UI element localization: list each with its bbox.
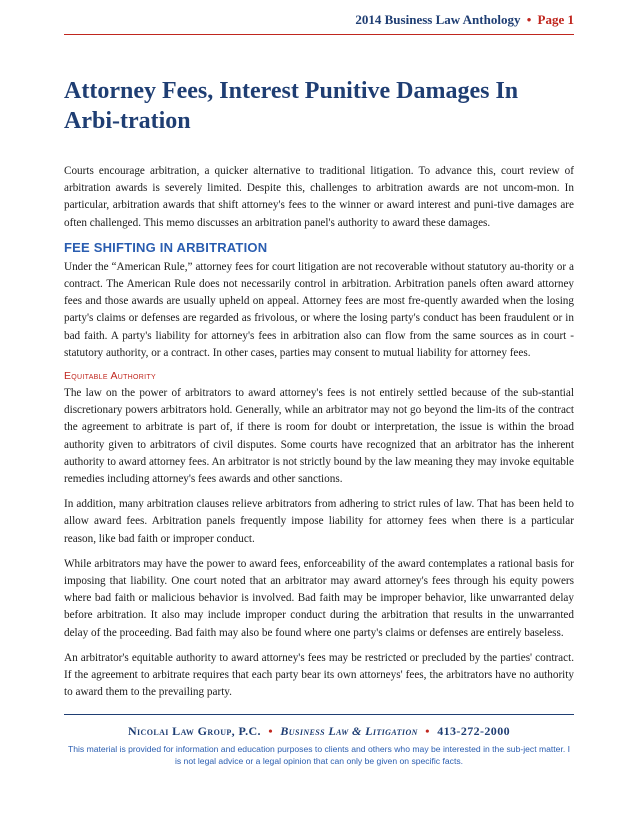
- subsection-heading-equitable-authority: Equitable Authority: [64, 370, 156, 383]
- footer-firm-line: [64, 724, 574, 739]
- equitable-paragraph: In addition, many arbitration clauses relieve arbitrators from adhering to strict rules of law. That has been held to allow award fees. Arbitration panels frequently impose liability for attorney fees when there is a particular reason, like bad faith or improper conduct.: [64, 498, 574, 545]
- footer-separator: •: [425, 724, 430, 738]
- firm-name: Nicolai Law Group, P.C.: [127, 724, 261, 738]
- article-body: [64, 163, 574, 709]
- publication-title: 2014 Business Law Anthology: [355, 12, 521, 27]
- footer-separator: •: [268, 724, 273, 738]
- running-header: [64, 12, 574, 28]
- section-heading-fee-shifting: FEE SHIFTING IN ARBITRATION: [64, 239, 268, 255]
- equitable-paragraph: While arbitrators may have the power to award fees, enforceability of the award contemplates a rational basis for imposing that liability. One court noted that an arbitrator may award attorney's fees through his equity powers where bad faith or malicious behavior is involved. Bad faith may be improper behavior, like unwarranted delay before arbitration. It also may include improper conduct during the arbitration that results in the unwarranted delay of the proceeding. Bad faith may also be found where one party's claims or defenses are entirely baseless.: [64, 557, 574, 639]
- header-divider: [64, 34, 574, 35]
- phone-number: 413-272-2000: [437, 724, 511, 738]
- footer-divider: [64, 714, 574, 715]
- fee-shifting-paragraph: Under the “American Rule,” attorney fees for court litigation are not recoverable without statutory au-thority or a contract. The American Rule does not necessarily control in arbitration. Arbitration panels often award attorney fees and those awards are usually upheld on appeal. Attorney fees are most fre-quently awarded when the losing party's claims or defenses are regarded as frivolous, or where the losing party's conduct has been fraudulent or in bad faith. A party's liability for attorney's fees in arbitration also can flow from the same sources as in court - statutory authority, or a contract. In other cases, parties may consent to mutual liability for attorney fees.: [64, 260, 574, 359]
- page-number: Page 1: [537, 12, 574, 27]
- article-title: Attorney Fees, Interest Punitive Damages In Arbi-tration: [64, 78, 519, 134]
- equitable-paragraph: The law on the power of arbitrators to award attorney's fees is not entirely settled because of the sub-stantial discretionary powers arbitrators hold. Generally, while an arbitrator may not go beyond the lim-its of the contract the agreement to arbitrate is part of, if there is room for doubt or interpretation, the issue is within the broad authority given to arbitrators of civil disputes. Some courts have recognized that an arbitrator has the inherent authority to award attorney fees. An arbitrator is not strictly bound by the law meaning they may invoke equitable remedies including attorney's fees awards and other sanctions.: [64, 387, 574, 486]
- intro-paragraph: Courts encourage arbitration, a quicker alternative to traditional litigation. To advance this, court review of arbitration awards is severely limited. Despite this, challenges to arbitration awards are not uncom-mon. In particular, arbitration awards that shift attorney's fees to the winner or award interest and puni-tive damages are often challenged. This memo discusses an arbitration panel's authority to award these damages.: [64, 165, 574, 229]
- practice-area: Business Law & Litigation: [280, 724, 418, 738]
- equitable-paragraph: An arbitrator's equitable authority to award attorney's fees may be restricted or precluded by the parties' contract. If the agreement to arbitrate requires that each party bear its own attorneys' fees, the arbitrators have no authority to award them to the prevailing party.: [64, 651, 574, 699]
- disclaimer: This material is provided for information and education purposes to clients and others who may be interested in the sub-ject matter. I is not legal advice or a legal opinion that can only be given on specific facts.: [67, 744, 571, 766]
- header-separator: •: [526, 12, 532, 27]
